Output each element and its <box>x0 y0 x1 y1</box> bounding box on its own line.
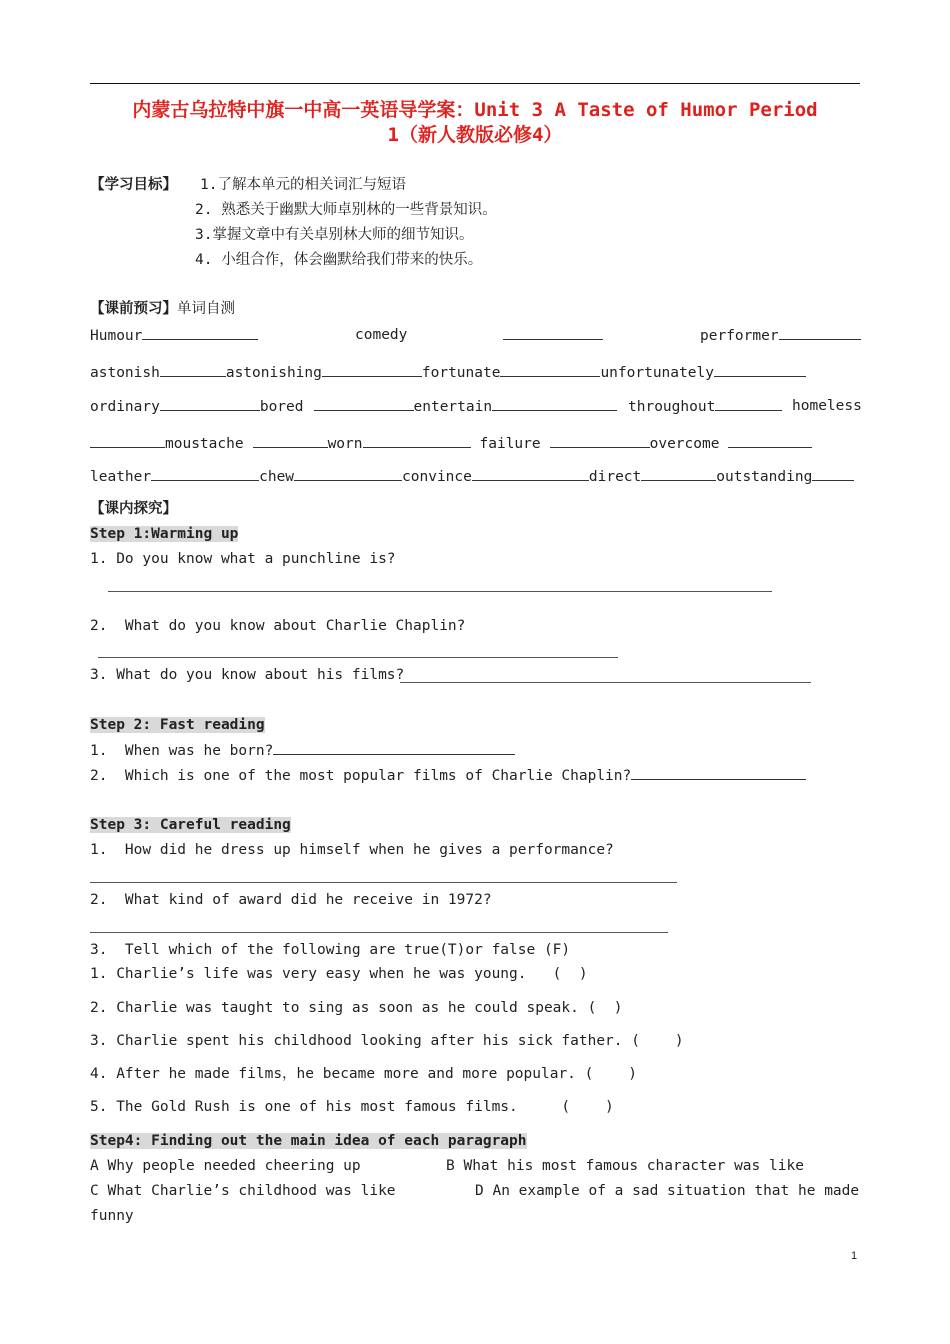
objective-item-4: 4. 小组合作，体会幽默给我们带来的快乐。 <box>195 252 483 268</box>
answer-line[interactable] <box>90 882 677 883</box>
vocab-word: fortunate <box>421 365 501 381</box>
answer-blank[interactable] <box>812 466 854 481</box>
vocab-word: outstanding <box>716 469 813 485</box>
objective-item-2: 2. 熟悉关于幽默大师卓别林的一些背景知识。 <box>195 202 497 218</box>
step3-question-2: 2. What kind of award did he receive in 1972? <box>90 892 492 908</box>
vocab-word: unfortunately <box>600 365 714 381</box>
vocab-row-1 <box>90 325 258 346</box>
answer-blank[interactable] <box>160 396 260 411</box>
step3-question-1: 1. How did he dress up himself when he gives a performance? <box>90 842 614 858</box>
header-rule <box>90 83 860 84</box>
answer-blank[interactable] <box>314 396 414 411</box>
step2-heading: Step 2: Fast reading <box>90 717 265 733</box>
answer-blank[interactable] <box>160 362 226 377</box>
main-idea-option-b: B What his most famous character was like <box>446 1158 804 1174</box>
vocab-item <box>628 396 782 417</box>
answer-line[interactable] <box>98 657 618 658</box>
vocab-word: entertain <box>413 399 493 415</box>
answer-blank[interactable] <box>273 740 515 755</box>
true-false-item-3: 3. Charlie spent his childhood looking after his sick father. ( ) <box>90 1033 684 1049</box>
explore-label: 【课内探究】 <box>90 501 177 517</box>
preview-heading <box>90 299 235 319</box>
answer-line[interactable] <box>400 682 811 683</box>
vocab-word: comedy <box>355 327 408 343</box>
true-false-item-2: 2. Charlie was taught to sing as soon as he could speak. ( ) <box>90 1000 623 1016</box>
document-title-line2: 1（新人教版必修4） <box>387 124 563 146</box>
answer-blank[interactable] <box>294 466 402 481</box>
vocab-word: astonishing <box>225 365 322 381</box>
answer-blank[interactable] <box>714 362 806 377</box>
preview-label: 【课前预习】 <box>90 301 177 317</box>
main-idea-option-d-continued: funny <box>90 1208 134 1224</box>
objective-item-1: 1.了解本单元的相关词汇与短语 <box>200 177 406 193</box>
vocab-word: bored <box>259 399 304 415</box>
answer-blank[interactable] <box>363 433 471 448</box>
vocab-word: ordinary <box>90 399 160 415</box>
vocab-word: Humour <box>90 328 143 344</box>
vocab-word: direct <box>588 469 642 485</box>
document-title-line1: 内蒙古乌拉特中旗一中高一英语导学案：Unit 3 A Taste of Humor Period <box>132 99 818 121</box>
step1-question-2: 2. What do you know about Charlie Chaplin? <box>90 618 466 634</box>
answer-blank[interactable] <box>90 433 165 448</box>
objectives-label: 【学习目标】 <box>90 177 177 193</box>
main-idea-option-d: D An example of a sad situation that he made <box>475 1183 860 1199</box>
vocab-row-2 <box>90 362 806 383</box>
answer-blank[interactable] <box>500 362 600 377</box>
main-idea-option-c: C What Charlie’s childhood was like <box>90 1183 396 1199</box>
step4-heading: Step4: Finding out the main idea of each paragraph <box>90 1133 527 1149</box>
vocab-word: performer <box>700 328 779 344</box>
vocab-row-4 <box>90 433 812 454</box>
answer-blank[interactable] <box>151 466 259 481</box>
main-idea-option-a: A Why people needed cheering up <box>90 1158 361 1174</box>
answer-blank[interactable] <box>728 433 812 448</box>
step1-heading: Step 1:Warming up <box>90 526 239 542</box>
answer-line[interactable] <box>90 932 668 933</box>
true-false-item-4: 4. After he made films，he became more and more popular. ( ) <box>90 1066 638 1082</box>
answer-blank[interactable] <box>492 396 617 411</box>
vocab-word: astonish <box>90 365 160 381</box>
vocab-word: failure <box>479 436 541 452</box>
vocab-word: worn <box>327 436 363 452</box>
vocab-row-3 <box>90 396 617 417</box>
step3-question-3: 3. Tell which of the following are true(T)or false (F) <box>90 942 571 958</box>
vocab-item <box>503 325 603 346</box>
answer-blank[interactable] <box>641 466 716 481</box>
step2-question-1: 1. When was he born? <box>90 740 515 761</box>
answer-blank[interactable] <box>550 433 650 448</box>
vocab-row-5 <box>90 466 854 487</box>
step3-heading: Step 3: Careful reading <box>90 817 291 833</box>
step1-question-1: 1. Do you know what a punchline is? <box>90 551 396 567</box>
answer-blank[interactable] <box>322 362 422 377</box>
true-false-item-5: 5. The Gold Rush is one of his most famous films. ( ) <box>90 1099 614 1115</box>
vocab-word: overcome <box>649 436 720 452</box>
objective-item-3: 3.掌握文章中有关卓别林大师的细节知识。 <box>195 227 474 243</box>
answer-blank[interactable] <box>779 325 861 340</box>
answer-blank[interactable] <box>253 433 328 448</box>
vocab-word: chew <box>259 469 295 485</box>
answer-blank[interactable] <box>631 765 806 780</box>
vocab-word: convince <box>402 469 472 485</box>
vocab-word: homeless <box>792 398 862 414</box>
vocab-item <box>355 325 407 345</box>
answer-blank[interactable] <box>142 325 258 340</box>
vocab-word: moustache <box>165 436 244 452</box>
vocab-word: leather <box>90 469 152 485</box>
true-false-item-1: 1. Charlie’s life was very easy when he was young. ( ) <box>90 966 588 982</box>
answer-blank[interactable] <box>503 325 603 340</box>
answer-blank[interactable] <box>715 396 782 411</box>
answer-blank[interactable] <box>472 466 589 481</box>
answer-line[interactable] <box>108 591 772 592</box>
step2-question-2: 2. Which is one of the most popular films of Charlie Chaplin? <box>90 765 806 786</box>
step1-question-3: 3. What do you know about his films? <box>90 667 405 683</box>
vocab-word: throughout <box>628 399 716 415</box>
page-number: 1 <box>851 1250 858 1262</box>
vocab-item <box>700 325 861 346</box>
vocab-item <box>792 396 862 416</box>
preview-sub: 单词自测 <box>177 301 235 317</box>
